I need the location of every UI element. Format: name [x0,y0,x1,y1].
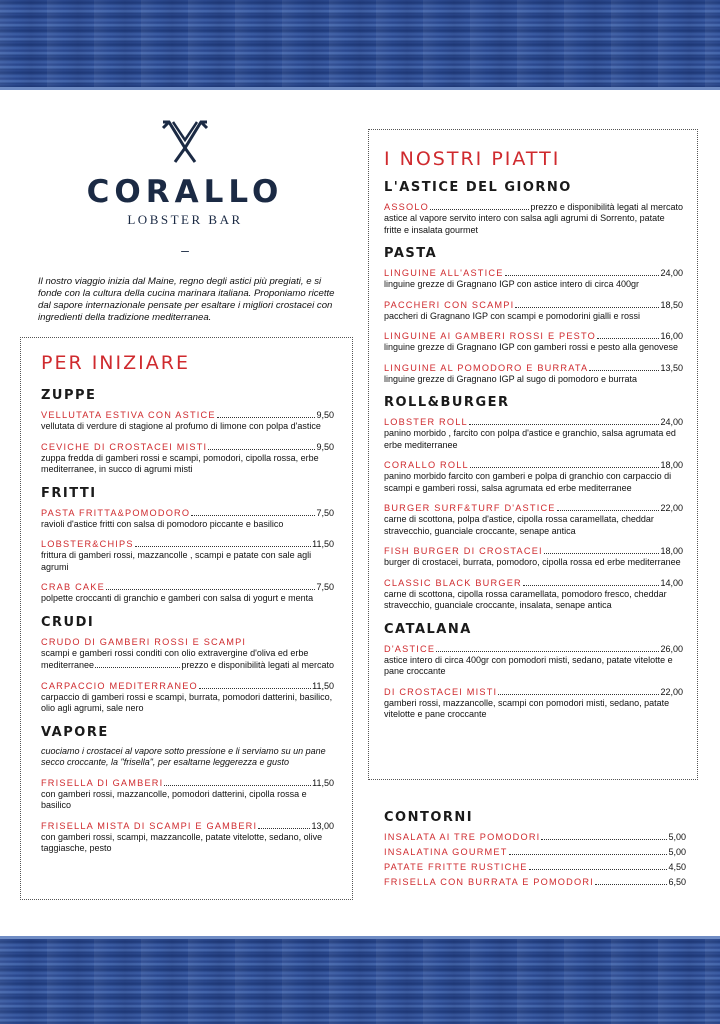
item-price: 7,50 [316,507,334,518]
item-price: 5,00 [668,832,686,842]
item-name: CARPACCIO MEDITERRANEO [41,680,198,691]
menu-item [384,267,683,291]
brand-name: CORALLO [86,174,284,210]
item-name: CEVICHE DI CROSTACEI MISTI [41,441,208,452]
item-name: FRISELLA MISTA DI SCAMPI E GAMBERI [41,820,258,831]
item-desc: panino morbido , farcito con polpa d'astice e granchio, salsa agrumata ed erbe mediterranee [384,428,676,450]
item-desc: con gamberi rossi, mazzancolle, pomodori datterini, cipolla rossa e basilico [41,788,307,810]
item-price: 7,50 [316,582,334,592]
menu-item [41,581,334,605]
item-desc-continued: mediterranee [41,660,95,670]
item-price: 11,50 [312,539,334,549]
item-name: D'ASTICE [384,643,436,654]
item-price: 13,50 [660,362,683,373]
section-catalana: CATALANA [384,621,472,637]
item-name: PACCHERI CON SCAMPI [384,299,515,310]
item-price: 5,00 [668,847,686,857]
item-price: 11,50 [312,680,334,691]
item-desc: carne di scottona, polpa d'astice, cipolla rossa caramellata, cheddar stravecchio, guanciale croccante, senape antica [384,514,654,536]
item-desc: scampi e gamberi rossi conditi con olio extravergine d'oliva ed erbe [41,647,309,658]
item-name: CORALLO ROLL [384,460,469,470]
item-desc: linguine grezze di Gragnano IGP con astice intero di circa 400gr [384,279,639,289]
item-price: 24,00 [660,417,683,427]
menu-item [41,680,334,715]
crossed-lobster-claws-icon [155,118,215,164]
item-desc: paccheri di Gragnano IGP con scampi e pomodorini gialli e rossi [384,310,640,321]
menu-item [384,846,686,858]
item-name: LINGUINE AI GAMBERI ROSSI E PESTO [384,331,596,341]
menu-item [384,831,686,843]
menu-item [384,643,683,678]
contorni-section [384,800,686,891]
menu-item [384,459,683,494]
item-desc: ravioli d'astice fritti con salsa di pomodoro piccante e basilico [41,518,284,529]
item-name: INSALATINA GOURMET [384,847,508,857]
item-price: 14,00 [660,577,683,588]
item-desc: carne di scottona, cipolla rossa caramellata, pomodoro fresco, cheddar stravecchio, guanciale croccante, insalata, senape antica [384,588,667,610]
item-price: prezzo e disponibilità legati al mercato [181,660,334,670]
item-name: PASTA FRITTA&POMODORO [41,507,191,518]
brand-subtitle: LOBSTER BAR [127,212,243,227]
item-name: PATATE FRITTE RUSTICHE [384,862,528,872]
section-vapore: VAPORE [41,724,109,740]
item-desc: burger di crostacei, burrata, pomodoro, cipolla rossa ed erbe mediterranee [384,557,681,567]
menu-item [384,545,683,569]
menu-item [41,777,334,812]
item-desc: vellutata di verdure di stagione al profumo di limone con polpa d'astice [41,421,321,431]
menu-item [41,820,334,855]
menu-item [41,441,334,476]
item-name: DI CROSTACEI MISTI [384,686,498,697]
section-roll-burger: ROLL&BURGER [384,395,510,410]
item-name: CLASSIC BLACK BURGER [384,577,522,588]
item-name: LOBSTER&CHIPS [41,539,134,549]
header-brush-band [0,0,720,90]
menu-item [384,416,683,451]
item-price: 22,00 [660,503,683,513]
section-zuppe: ZUPPE [41,388,97,403]
menu-item [384,502,683,537]
menu-item [384,577,683,612]
item-desc: linguine grezze di Gragnano IGP con gamberi rossi e pesto alla genovese [384,342,679,352]
section-contorni: CONTORNI [384,810,474,825]
menu-item [384,330,683,354]
menu-item [41,507,334,531]
item-desc: frittura di gamberi rossi, mazzancolle , scampi e patate con sale agli agrumi [41,550,312,572]
menu-item [41,409,334,433]
menu-item [384,362,683,386]
menu-item [384,686,683,721]
item-name: FRISELLA DI GAMBERI [41,777,164,788]
item-desc: zuppa fredda di gamberi rossi e scampi, pomodori, cipolla rossa, erbe mediterranee, in succo di agrumi misti [41,452,319,474]
item-price: 24,00 [660,268,683,278]
item-name: LOBSTER ROLL [384,417,468,427]
menu-item [384,201,683,236]
menu-item [384,876,686,888]
item-price: 16,00 [660,331,683,341]
item-desc: astice al vapore servito intero con salsa agli agrumi di Sorrento, patate fritte e insalata gourmet [384,213,665,235]
item-price: 13,00 [311,820,334,831]
item-price: 4,50 [668,862,686,872]
item-name: FRISELLA CON BURRATA E POMODORI [384,877,594,887]
section-title-per-iniziare: PER INIZIARE [41,352,190,374]
item-price: 26,00 [660,643,683,654]
item-desc: astice intero di circa 400gr con pomodori misti, sedano, patate vitelotte e pane croccante [384,654,673,676]
item-desc: linguine grezze di Gragnano IGP al sugo di pomodoro e burrata [384,373,637,384]
section-fritti: FRITTI [41,485,97,501]
brand-dash: – [181,242,189,258]
item-price: 9,50 [316,441,334,452]
item-price: 18,00 [660,546,683,556]
section-crudi: CRUDI [41,614,95,630]
item-price: 22,00 [660,686,683,697]
item-price: 6,50 [668,877,686,887]
intro-text: Il nostro viaggio inizia dal Maine, regno degli astici più pregiati, e si fonde con la cultura della cucina marinara italiana. Proponiamo ricette dal sapore internazionale pensate per esaltare i migliori crostacei con ingredienti della tradizione mediterranea. [38,276,335,323]
item-desc: con gamberi rossi, scampi, mazzancolle, patate vitelotte, sedano, olive taggiasche, pesto [41,831,323,853]
item-name: ASSOLO [384,202,429,212]
logo [80,118,290,258]
item-name: BURGER SURF&TURF D'ASTICE [384,503,556,513]
item-price: 18,00 [660,460,683,470]
section-note: cuociamo i crostacei al vapore sotto pressione e li serviamo su un pane secco croccante, la "frisella", per esaltarne leggerezza e gusto [41,745,326,767]
item-name: VELLUTATA ESTIVA CON ASTICE [41,410,216,420]
section-astice: L'ASTICE DEL GIORNO [384,180,572,195]
item-price: 9,50 [316,410,334,420]
section-pasta: PASTA [384,246,438,261]
item-desc: polpette croccanti di granchio e gamberi con salsa di yogurt e menta [41,593,314,603]
menu-item [384,861,686,873]
footer-brush-band [0,936,720,1024]
item-desc: panino morbido farcito con gamberi e polpa di granchio con carpaccio di scampi e gamberi rossi, salsa agrumata ed erbe mediterranee [384,471,672,493]
nostri-piatti-box [368,129,698,780]
item-name: LINGUINE AL POMODORO E BURRATA [384,362,589,373]
item-name: FISH BURGER DI CROSTACEI [384,546,543,556]
menu-item [41,636,334,672]
item-desc: gamberi rossi, mazzancolle, scampi con pomodori misti, sedano, patate vitelotte e pane croccante [384,697,670,719]
item-name: CRAB CAKE [41,582,105,592]
item-price: 18,50 [660,299,683,310]
menu-item [384,299,683,323]
item-name: LINGUINE ALL'ASTICE [384,268,504,278]
item-name: CRUDO DI GAMBERI ROSSI E SCAMPI [41,636,247,647]
item-name: INSALATA AI TRE POMODORI [384,832,541,842]
per-iniziare-box [20,337,353,900]
section-title-nostri-piatti: I NOSTRI PIATTI [384,148,561,170]
item-price: prezzo e disponibilità legati al mercato [530,202,683,212]
item-price: 11,50 [312,777,334,788]
item-desc: carpaccio di gamberi rossi e scampi, burrata, pomodori datterini, basilico, olio agli agrumi, sale nero [41,691,333,713]
menu-item [41,538,334,573]
